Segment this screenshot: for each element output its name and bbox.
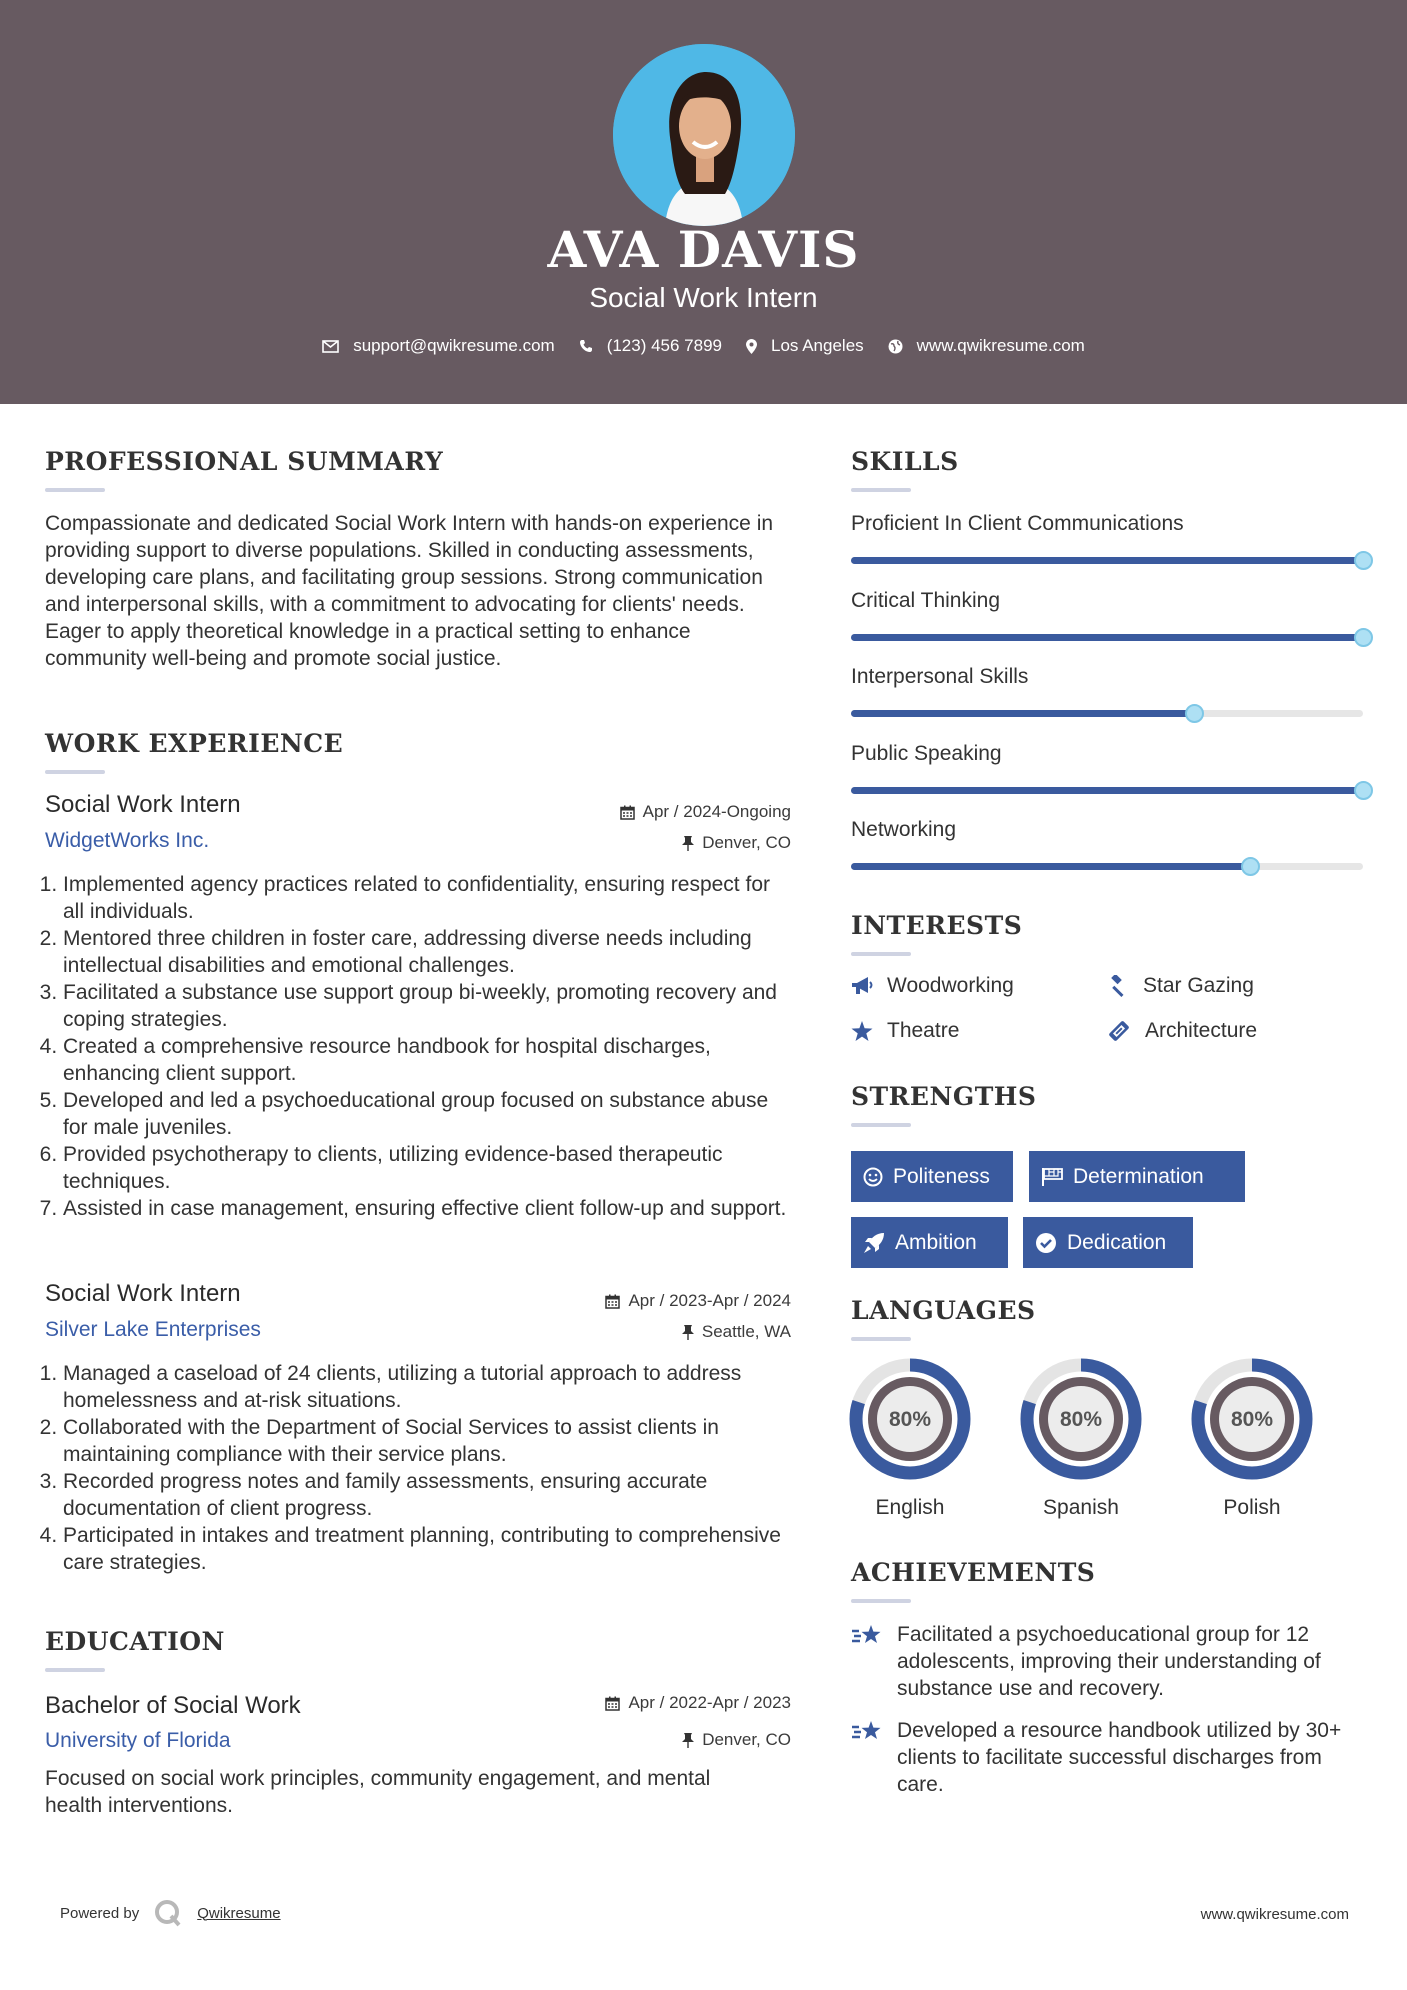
shooting-star-icon <box>851 1719 885 1745</box>
achievement-text: Developed a resource handbook utilized by 30+ clients to facilitate successful discharges from care. <box>897 1719 1342 1796</box>
strengths-heading: STRENGTHS <box>851 1082 1037 1111</box>
job-2-bullets <box>45 1360 795 1576</box>
list-item: 2. Collaborated with the Department of Social Services to assist clients in maintaining compliance with their service plans. <box>63 1414 795 1468</box>
job-2-dates <box>480 1291 791 1311</box>
check-circle-icon <box>1035 1232 1057 1254</box>
contact-phone[interactable] <box>579 336 722 356</box>
smile-icon <box>863 1167 883 1187</box>
megaphone-icon <box>851 976 873 996</box>
contact-email-text: support@qwikresume.com <box>353 336 555 355</box>
job-1-company[interactable]: WidgetWorks Inc. <box>45 829 210 852</box>
interests-heading: INTERESTS <box>851 911 1023 940</box>
strength-ambition <box>851 1217 1008 1268</box>
education-location-text: Denver, CO <box>702 1730 791 1749</box>
interests-rule <box>851 952 911 956</box>
work-rule <box>45 770 105 774</box>
skill-bar-fill <box>851 634 1363 641</box>
globe-icon <box>888 339 903 354</box>
education-school[interactable]: University of Florida <box>45 1729 231 1752</box>
footer-url[interactable]: www.qwikresume.com <box>1200 1906 1349 1923</box>
strength-label: Determination <box>1073 1164 1204 1188</box>
interest-star-gazing <box>1107 974 1254 998</box>
skill-bar-knob <box>1354 781 1373 800</box>
achievements-heading: ACHIEVEMENTS <box>851 1558 1096 1587</box>
skills-heading: SKILLS <box>851 447 959 476</box>
interest-label: Woodworking <box>887 974 1014 997</box>
summary-rule <box>45 488 105 492</box>
contact-location-text: Los Angeles <box>771 336 864 355</box>
language-label: English <box>875 1496 945 1519</box>
shooting-star-icon <box>851 1623 885 1649</box>
skill-bar-fill <box>851 557 1363 564</box>
language-percent: 80% <box>888 1408 932 1431</box>
job-2-title: Social Work Intern <box>45 1280 241 1307</box>
skill-bar-track <box>851 787 1363 794</box>
brand-link[interactable]: Qwikresume <box>197 1904 281 1922</box>
education-description: Focused on social work principles, community engagement, and mental health interventions. <box>45 1767 711 1817</box>
footer-powered-by <box>60 1898 281 1928</box>
education-location <box>480 1730 791 1750</box>
strength-label: Ambition <box>895 1230 977 1254</box>
job-1-dates-text: Apr / 2024-Ongoing <box>642 802 791 821</box>
job-1-dates <box>480 802 791 822</box>
job-1-bullets <box>45 871 795 1222</box>
list-item: 4. Created a comprehensive resource handbook for hospital discharges, enhancing client support. <box>63 1033 795 1087</box>
job-1-location-text: Denver, CO <box>702 833 791 852</box>
skill-bar-knob <box>1241 857 1260 876</box>
strength-politeness <box>851 1151 1013 1202</box>
summary-heading: PROFESSIONAL SUMMARY <box>45 447 444 476</box>
skill-bar-track <box>851 710 1363 717</box>
candidate-title: Social Work Intern <box>589 282 818 313</box>
job-2-dates-text: Apr / 2023-Apr / 2024 <box>628 1291 791 1310</box>
achievements-rule <box>851 1599 911 1603</box>
contact-website[interactable] <box>888 336 1085 356</box>
language-percent: 80% <box>1230 1408 1274 1431</box>
envelope-icon <box>322 340 339 353</box>
contact-bar <box>0 336 1407 356</box>
calendar-icon <box>620 805 635 820</box>
interest-label: Theatre <box>887 1019 960 1042</box>
qwikresume-logo-icon <box>153 1898 183 1928</box>
list-item: 6. Provided psychotherapy to clients, utilizing evidence-based therapeutic techniques. <box>63 1141 795 1195</box>
pushpin-icon <box>682 1325 694 1340</box>
flag-icon <box>1041 1168 1063 1186</box>
skill-label: Interpersonal Skills <box>851 665 1029 688</box>
list-item: 1. Managed a caseload of 24 clients, utilizing a tutorial approach to address homelessness and at-risk situations. <box>63 1360 795 1414</box>
skill-bar-track <box>851 863 1363 870</box>
map-pin-icon <box>746 339 757 354</box>
skill-label: Critical Thinking <box>851 588 1000 612</box>
pushpin-icon <box>682 1733 694 1748</box>
strength-label: Politeness <box>893 1164 990 1188</box>
list-item: 4. Participated in intakes and treatment planning, contributing to comprehensive care strategies. <box>63 1522 795 1576</box>
education-heading: EDUCATION <box>45 1627 225 1656</box>
language-ring <box>1019 1357 1143 1481</box>
education-dates-text: Apr / 2022-Apr / 2023 <box>628 1693 791 1712</box>
education-dates <box>480 1693 791 1713</box>
list-item: 3. Recorded progress notes and family assessments, ensuring accurate documentation of client progress. <box>63 1468 795 1522</box>
list-item: 2. Mentored three children in foster care, addressing diverse needs including intellectual disabilities and emotional challenges. <box>63 925 795 979</box>
strength-dedication <box>1023 1217 1193 1268</box>
languages-heading: LANGUAGES <box>851 1296 1036 1325</box>
skill-bar-fill <box>851 710 1194 717</box>
job-2-location <box>480 1322 791 1342</box>
ticket-icon <box>1107 1020 1131 1042</box>
interest-architecture <box>1107 1019 1257 1043</box>
strength-determination <box>1029 1151 1245 1202</box>
skill-label: Networking <box>851 818 957 841</box>
language-label: Spanish <box>1043 1496 1119 1519</box>
strengths-rule <box>851 1123 911 1127</box>
rocket-icon <box>863 1232 885 1254</box>
education-degree: Bachelor of Social Work <box>45 1692 301 1719</box>
education-rule <box>45 1668 105 1672</box>
pushpin-icon <box>682 836 694 851</box>
contact-location <box>746 336 864 356</box>
skill-bar-knob <box>1354 628 1373 647</box>
gavel-icon <box>1107 975 1129 997</box>
list-item: 7. Assisted in case management, ensuring effective client follow-up and support. <box>63 1195 795 1222</box>
skill-label: Public Speaking <box>851 741 1002 765</box>
phone-icon <box>579 339 593 353</box>
work-heading: WORK EXPERIENCE <box>45 729 344 758</box>
job-1-location <box>480 833 791 853</box>
candidate-name: AVA DAVIS <box>547 220 860 279</box>
skill-bar-fill <box>851 863 1250 870</box>
job-1-title: Social Work Intern <box>45 791 241 818</box>
skill-label: Proficient In Client Communications <box>851 512 1184 535</box>
contact-phone-text: (123) 456 7899 <box>606 336 723 355</box>
list-item: 5. Developed and led a psychoeducational group focused on substance abuse for male juveniles. <box>63 1087 795 1141</box>
interest-label: Architecture <box>1145 1019 1258 1042</box>
strength-label: Dedication <box>1067 1230 1167 1254</box>
interest-woodworking <box>851 974 1014 998</box>
language-percent: 80% <box>1059 1408 1103 1431</box>
job-2-company[interactable]: Silver Lake Enterprises <box>45 1318 261 1341</box>
language-ring <box>848 1357 972 1481</box>
contact-email[interactable] <box>322 336 555 356</box>
skills-rule <box>851 488 911 492</box>
list-item: 3. Facilitated a substance use support group bi-weekly, promoting recovery and coping strategies. <box>63 979 795 1033</box>
skill-bar-track <box>851 557 1363 564</box>
language-label: Polish <box>1223 1496 1281 1519</box>
interest-label: Star Gazing <box>1143 974 1254 997</box>
contact-website-text: www.qwikresume.com <box>916 336 1085 355</box>
skill-bar-track <box>851 634 1363 641</box>
profile-photo <box>613 44 795 226</box>
job-2-location-text: Seattle, WA <box>701 1322 791 1341</box>
skill-bar-knob <box>1354 551 1373 570</box>
summary-text: Compassionate and dedicated Social Work Intern with hands-on experience in providing support to diverse populations. Skilled in conducting assessments, developing care plans, and facilitating group sessions. Strong communication and interpersonal skills, with a commitment to advocating for clients' needs. Eager to apply theoretical knowledge in a practical setting to enhance community well-being and promote social justice. <box>45 512 774 670</box>
skill-bar-knob <box>1185 704 1204 723</box>
skill-bar-fill <box>851 787 1363 794</box>
powered-by-text: Powered by <box>60 1904 140 1922</box>
achievement-text: Facilitated a psychoeducational group for 12 adolescents, improving their understanding of substance use and recovery. <box>897 1623 1321 1700</box>
achievement-item-2 <box>851 1717 1371 1798</box>
interest-theatre <box>851 1019 959 1043</box>
calendar-icon <box>605 1696 620 1711</box>
list-item: 1. Implemented agency practices related to confidentiality, ensuring respect for all individuals. <box>63 871 795 925</box>
language-ring <box>1190 1357 1314 1481</box>
achievement-item-1 <box>851 1621 1371 1702</box>
calendar-icon <box>605 1294 620 1309</box>
resume-header <box>0 0 1407 404</box>
languages-rule <box>851 1337 911 1341</box>
star-icon <box>851 1021 873 1042</box>
